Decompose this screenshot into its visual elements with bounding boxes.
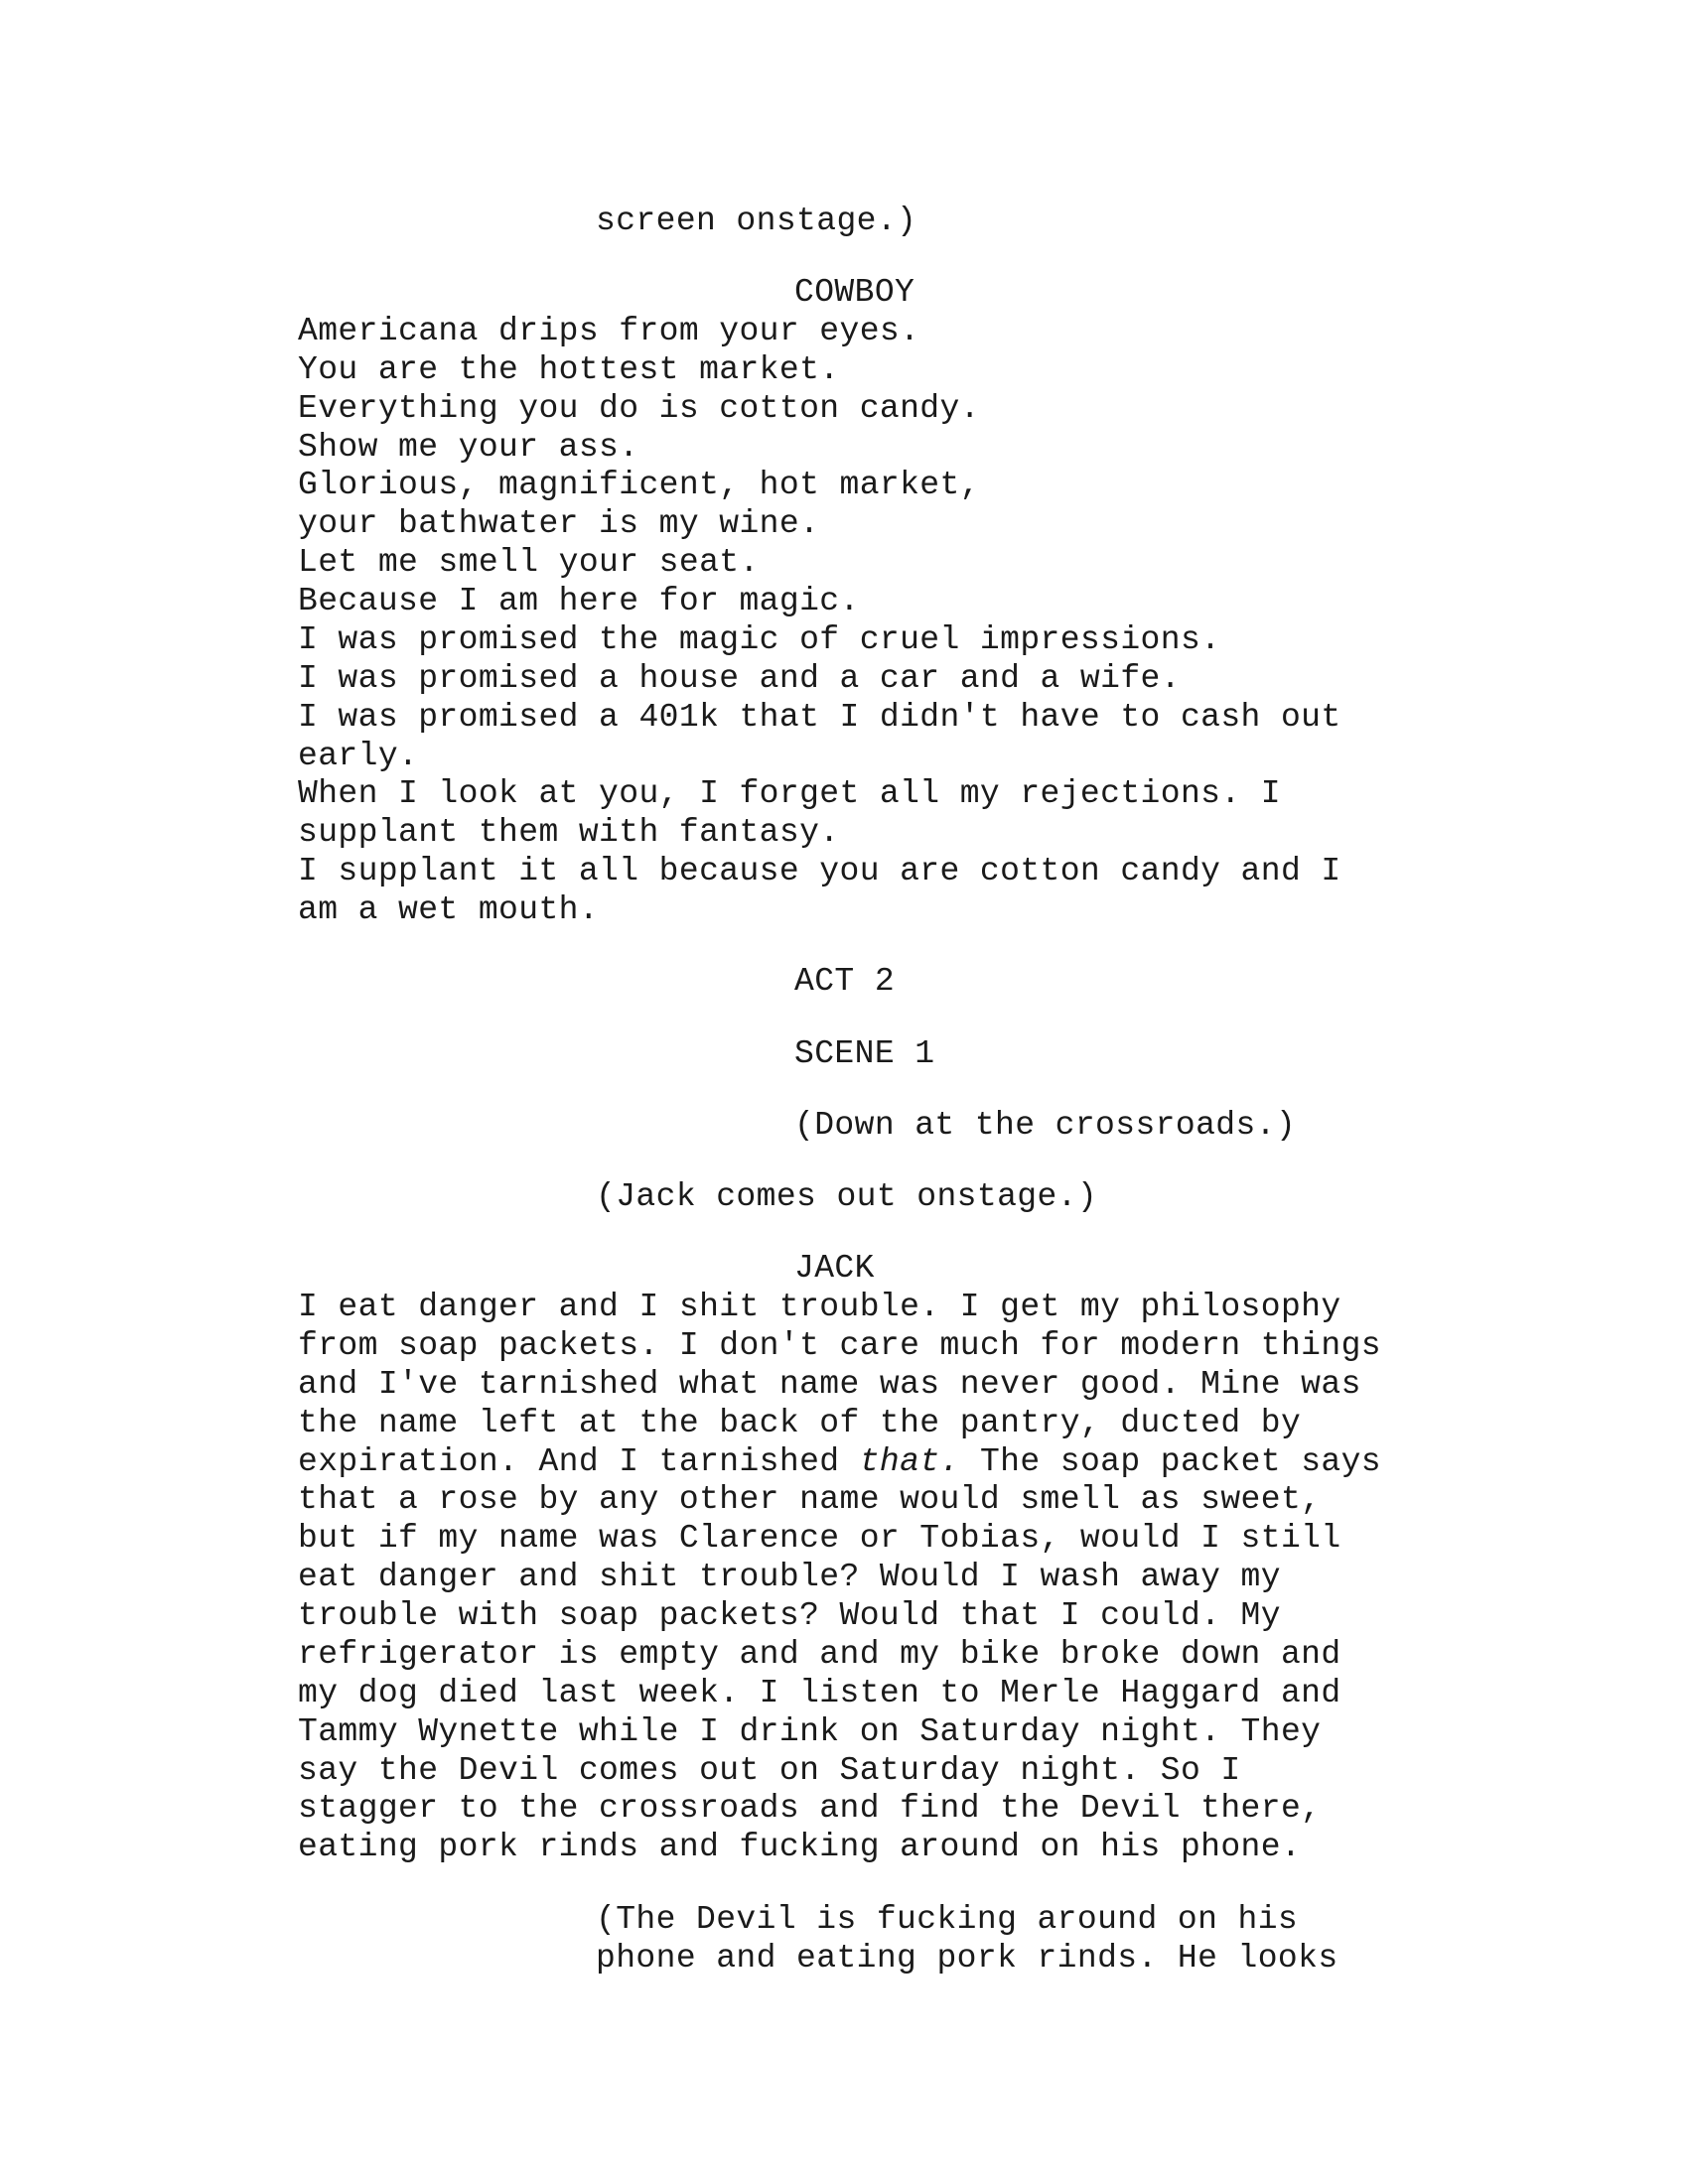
dialogue-line: early. bbox=[298, 738, 419, 774]
dialogue-line: I eat danger and I shit trouble. I get my philosophy bbox=[298, 1289, 1341, 1325]
dialogue-line: Because I am here for magic. bbox=[298, 583, 860, 619]
dialogue-line: refrigerator is empty and and my bike broke down and bbox=[298, 1636, 1341, 1673]
scene-setting: (Down at the crossroads.) bbox=[794, 1107, 1297, 1144]
dialogue-line: Glorious, magnificent, hot market, bbox=[298, 467, 980, 503]
dialogue-line: eat danger and shit trouble? Would I wash away my bbox=[298, 1559, 1281, 1595]
emphasized-word: that. bbox=[859, 1443, 960, 1480]
character-name-cowboy: COWBOY bbox=[794, 274, 915, 311]
dialogue-text: expiration. And I tarnished bbox=[298, 1443, 860, 1480]
dialogue-line: from soap packets. I don't care much for modern things bbox=[298, 1327, 1381, 1364]
act-heading: ACT 2 bbox=[794, 963, 896, 1000]
dialogue-line: stagger to the crossroads and find the Devil there, bbox=[298, 1790, 1322, 1827]
dialogue-line: Show me your ass. bbox=[298, 429, 639, 466]
stage-direction-line: phone and eating pork rinds. He looks bbox=[596, 1940, 1338, 1977]
dialogue-line: Let me smell your seat. bbox=[298, 544, 760, 581]
dialogue-line bbox=[298, 1442, 1381, 1481]
dialogue-line: When I look at you, I forget all my rejections. I bbox=[298, 775, 1281, 812]
dialogue-line: your bathwater is my wine. bbox=[298, 505, 820, 542]
dialogue-line: say the Devil comes out on Saturday night. So I bbox=[298, 1752, 1241, 1789]
dialogue-text: The soap packet says bbox=[959, 1443, 1382, 1480]
dialogue-line: but if my name was Clarence or Tobias, would I still bbox=[298, 1520, 1341, 1557]
dialogue-line: that a rose by any other name would smell as sweet, bbox=[298, 1481, 1322, 1518]
stage-direction-line: (The Devil is fucking around on his bbox=[596, 1901, 1299, 1938]
dialogue-line: I supplant it all because you are cotton candy and I bbox=[298, 853, 1341, 889]
scene-heading: SCENE 1 bbox=[794, 1035, 935, 1072]
dialogue-line: the name left at the back of the pantry, ducted by bbox=[298, 1405, 1302, 1441]
dialogue-line: supplant them with fantasy. bbox=[298, 814, 840, 851]
dialogue-line: and I've tarnished what name was never good. Mine was bbox=[298, 1366, 1361, 1403]
stage-direction-entrance: (Jack comes out onstage.) bbox=[596, 1178, 1098, 1215]
dialogue-line: Tammy Wynette while I drink on Saturday night. They bbox=[298, 1713, 1322, 1750]
dialogue-line: am a wet mouth. bbox=[298, 891, 600, 928]
dialogue-line: eating pork rinds and fucking around on his phone. bbox=[298, 1829, 1302, 1865]
dialogue-line: trouble with soap packets? Would that I could. My bbox=[298, 1597, 1281, 1634]
dialogue-line: I was promised a house and a car and a wife. bbox=[298, 660, 1181, 697]
dialogue-line: I was promised the magic of cruel impressions. bbox=[298, 621, 1221, 658]
dialogue-line: You are the hottest market. bbox=[298, 351, 840, 388]
dialogue-line: my dog died last week. I listen to Merle Haggard and bbox=[298, 1675, 1341, 1711]
stage-direction-continued: screen onstage.) bbox=[596, 203, 917, 239]
dialogue-line: I was promised a 401k that I didn't have to cash out bbox=[298, 699, 1341, 736]
dialogue-line: Everything you do is cotton candy. bbox=[298, 390, 980, 427]
dialogue-line: Americana drips from your eyes. bbox=[298, 313, 920, 349]
character-name-jack: JACK bbox=[794, 1250, 875, 1287]
